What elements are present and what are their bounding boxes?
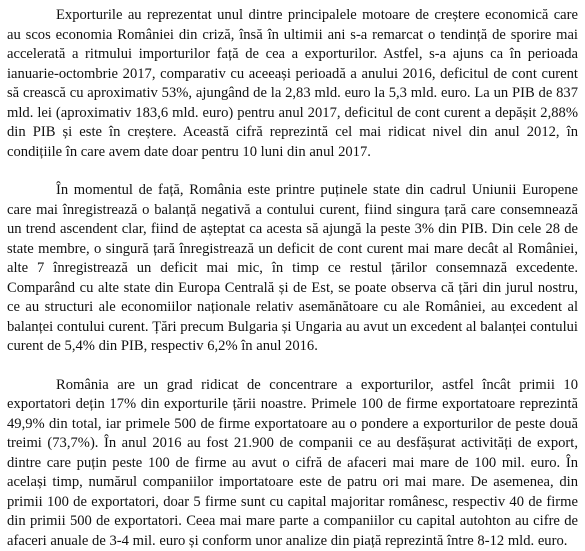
paragraph-current-account-deficit: Exporturile au reprezentat unul dintre principalele motoare de creștere economică care au scos economia României din criză, însă în ultimii ani s-a remarcat o tendință de sporire mai accelerată a ritmului importurilor față de cea a exporturilor. Astfel, s-a ajuns ca în perioada ianuarie-octombrie 2017, comparativ cu aceeași perioadă a anului 2016, deficitul de cont curent să crească cu aproximativ 53%, ajungând de la 2,83 mld. euro la 5,3 mld. euro. La un PIB de 837 mld. lei (aproximativ 183,6 mld. euro) pentru anul 2017, deficitul de cont curent a depășit 2,88% din PIB și este în creștere. Această cifră reprezintă cel mai ridicat nivel din anul 2012, în condițiile în care avem date doar pentru 10 luni din anul 2017. bbox=[7, 6, 578, 162]
paragraph-eu-comparison: În momentul de față, România este printre puținele state din cadrul Uniunii Europene care mai înregistrează o balanță negativă a contului curent, fiind singura țară care consemnează un trend ascendent clar, fiind de așteptat ca acesta să ajungă la peste 3% din PIB. Din cele 28 de state membre, o singură țară înregistrează un deficit de cont curent mai mare decât al României, alte 7 înregistrează un deficit mai mic, în timp ce restul țărilor consemnază excedente. Comparând cu alte state din Europa Centrală și de Est, se poate observa că țări din jurul nostru, ce au structuri ale economiilor naționale relativ asemănătoare cu ale României, au excedent al balanței contului curent. Țări precum Bulgaria și Ungaria au avut un excedent al balanței contului curent de 5,4% din PIB, respectiv 6,2% în anul 2016. bbox=[7, 181, 578, 357]
paragraph-export-concentration: România are un grad ridicat de concentrare a exporturilor, astfel încât primii 10 exportatori dețin 17% din exporturile țării noastre. Primele 100 de firme exportatoare reprezintă 49,9% din total, iar primele 500 de firme exportatoare au o pondere a exporturilor de peste două treimi (73,7%). În anul 2016 au fost 21.900 de companii ce au desfășurat activități de export, dintre care puțin peste 100 de firme au avut o cifră de afaceri mai mare de 100 mil. euro. În același timp, numărul companiilor importatoare este de patru ori mai mare. De asemenea, din primii 100 de exportatori, doar 5 firme sunt cu capital majoritar românesc, respectiv 40 de firme din primii 500 de exportatori. Ceea mai mare parte a companiilor cu capital autohton au cifre de afaceri anuale de 3-4 mil. euro și conform unor analize din piață reprezintă între 8-12 mld. euro. bbox=[7, 376, 578, 551]
